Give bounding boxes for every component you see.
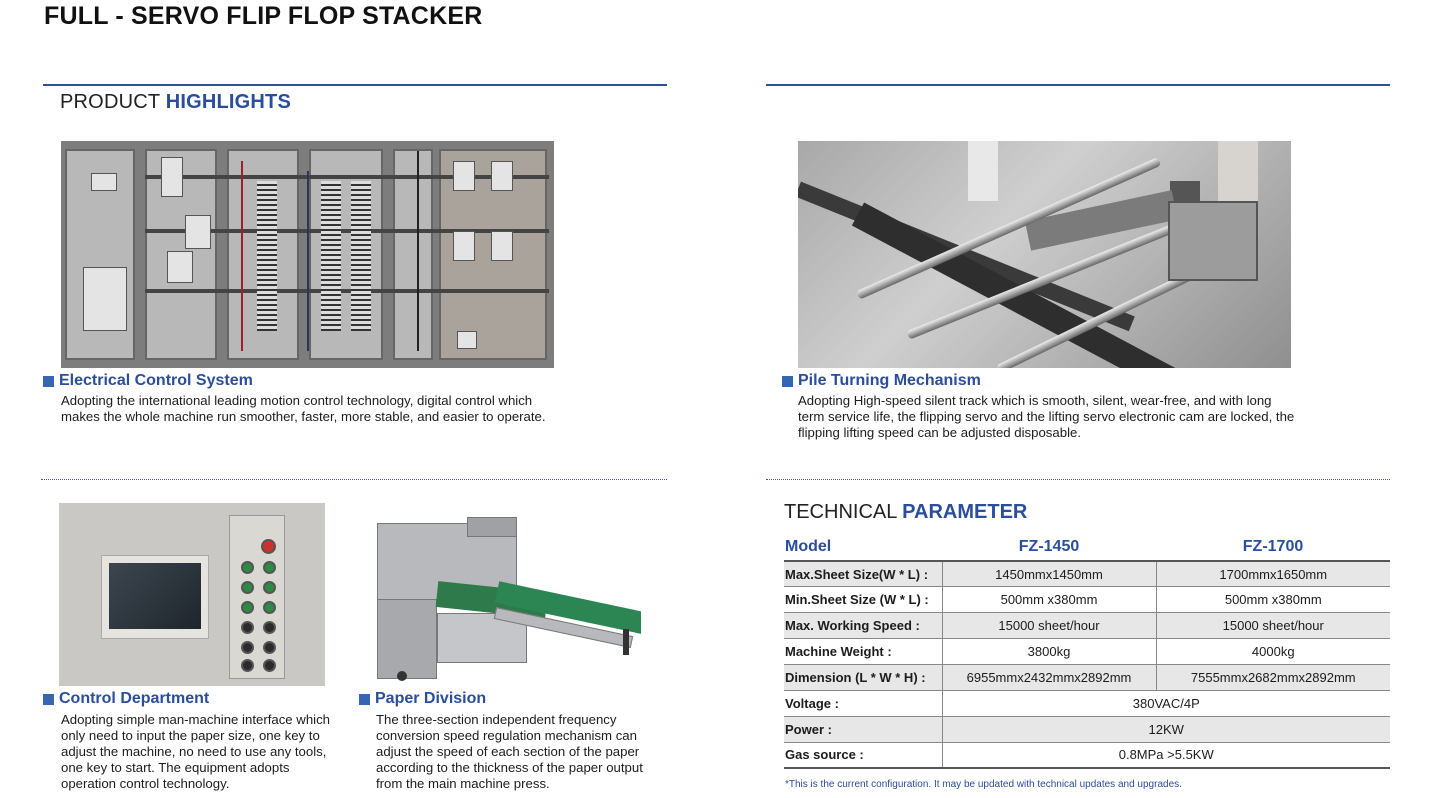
square-bullet-icon [359,694,370,705]
feature-pile-title-text: Pile Turning Mechanism [798,372,981,389]
table-row [784,613,1390,639]
spec-header-model: Model [784,533,942,561]
spec-value: 3800kg [942,639,1156,665]
dotted-divider-left [41,479,667,480]
table-row [784,587,1390,613]
spec-label: Max. Working Speed : [784,613,942,639]
spec-label: Power : [784,716,942,742]
spec-header-row [784,533,1390,561]
spec-value: 12KW [942,716,1390,742]
table-row [784,561,1390,587]
spec-label: Dimension (L * W * H) : [784,665,942,691]
highlights-heading [60,91,291,114]
feature-electrical-title-text: Electrical Control System [59,372,253,389]
spec-value: 7555mmx2682mmx2892mm [1156,665,1390,691]
spec-value: 1700mmx1650mm [1156,561,1390,587]
feature-pile-title [782,372,981,390]
feature-paper-desc: The three-section independent frequency conversion speed regulation mechanism can adjust the speed of each section of the paper according to the thickness of the paper output from the main machine press. [376,712,643,791]
technical-heading-plain: TECHNICAL [784,501,903,523]
spec-label: Max.Sheet Size(W * L) : [784,561,942,587]
spec-header-fz1450: FZ-1450 [942,533,1156,561]
electrical-cabinet-photo [61,141,554,368]
highlights-heading-bold: HIGHLIGHTS [165,91,292,113]
spec-label: Gas source : [784,742,942,768]
square-bullet-icon [782,376,793,387]
spec-value: 4000kg [1156,639,1390,665]
paper-division-photo [377,503,641,686]
spec-value: 380VAC/4P [942,690,1390,716]
spec-value: 500mm x380mm [1156,587,1390,613]
spec-label: Machine Weight : [784,639,942,665]
spec-header-fz1700: FZ-1700 [1156,533,1390,561]
highlights-heading-plain: PRODUCT [60,91,166,113]
section-divider-left [43,84,667,86]
feature-control-title [43,690,209,708]
spec-label: Min.Sheet Size (W * L) : [784,587,942,613]
feature-control-desc: Adopting simple man-machine interface which only need to input the paper size, one key to adjust the machine, no need to use any tools, one key to start. The equipment adopts operation control technology. [61,712,331,791]
spec-value: 1450mmx1450mm [942,561,1156,587]
spec-label: Voltage : [784,690,942,716]
feature-paper-title-text: Paper Division [375,690,487,707]
spec-value: 0.8MPa >5.5KW [942,742,1390,768]
table-row [784,742,1390,768]
technical-heading-bold: PARAMETER [902,501,1028,523]
spec-table [784,533,1390,769]
table-row [784,639,1390,665]
square-bullet-icon [43,694,54,705]
pile-turning-photo [798,141,1291,368]
table-row [784,665,1390,691]
spec-value: 500mm x380mm [942,587,1156,613]
page-title: FULL - SERVO FLIP FLOP STACKER [44,2,483,30]
config-note: *This is the current configuration. It may be updated with technical updates and upgrades. [785,779,1182,790]
section-divider-right [766,84,1390,86]
square-bullet-icon [43,376,54,387]
table-row [784,690,1390,716]
spec-value: 6955mmx2432mmx2892mm [942,665,1156,691]
feature-electrical-desc: Adopting the international leading motion control technology, digital control which makes the whole machine run smoother, faster, more stable, and easier to operate. [61,393,546,424]
spec-value: 15000 sheet/hour [942,613,1156,639]
technical-heading [784,501,1027,524]
table-row [784,716,1390,742]
feature-control-title-text: Control Department [59,690,210,707]
dotted-divider-right [766,479,1390,480]
feature-pile-desc: Adopting High-speed silent track which is smooth, silent, wear-free, and with long term service life, the flipping servo and the lifting servo electronic cam are locked, the flipping lifting speed can be adjusted disposable. [798,393,1295,440]
control-panel-photo [59,503,325,686]
feature-paper-title [359,690,486,708]
spec-value: 15000 sheet/hour [1156,613,1390,639]
feature-electrical-title [43,372,253,390]
